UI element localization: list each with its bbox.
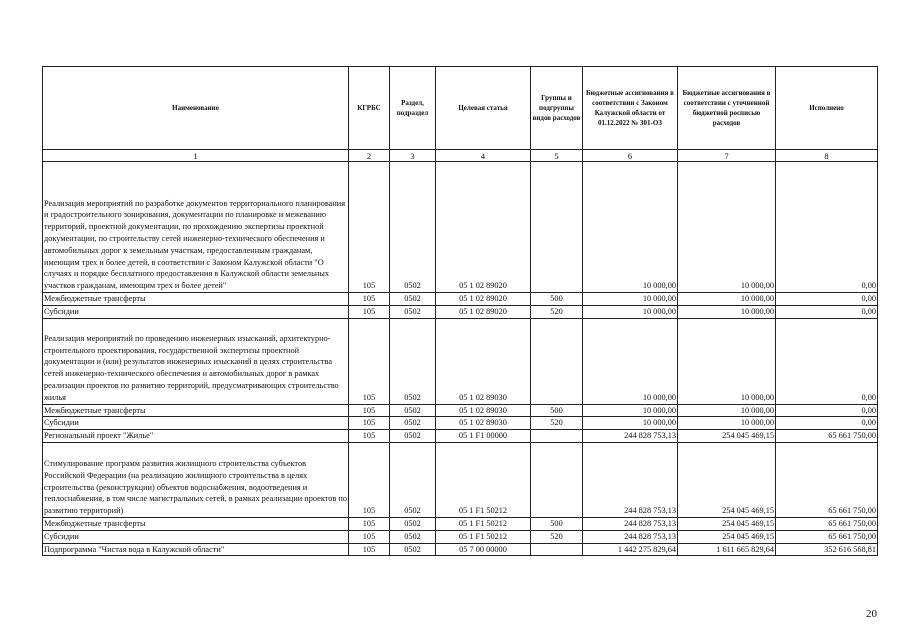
row-law-amount: 10 000,00 <box>583 162 678 293</box>
row-executed-amount: 0,00 <box>776 318 878 404</box>
table-row <box>43 530 878 543</box>
row-group <box>531 543 583 556</box>
table-row <box>43 517 878 530</box>
header-executed: Исполнено <box>776 67 878 150</box>
row-target: 05 7 00 00000 <box>436 543 531 556</box>
row-executed-amount: 65 661 750,00 <box>776 442 878 517</box>
row-target: 05 1 02 89020 <box>436 305 531 318</box>
row-target: 05 1 F1 50212 <box>436 442 531 517</box>
row-name: Субсидии <box>43 530 349 543</box>
row-kgrbs: 105 <box>349 517 390 530</box>
row-law-amount: 244 828 753,13 <box>583 430 678 443</box>
row-section: 0502 <box>390 162 436 293</box>
row-refined-amount: 10 000,00 <box>678 417 776 430</box>
row-group: 500 <box>531 517 583 530</box>
row-executed-amount: 0,00 <box>776 404 878 417</box>
row-name: Межбюджетные трансферты <box>43 404 349 417</box>
row-section: 0502 <box>390 305 436 318</box>
row-kgrbs: 105 <box>349 442 390 517</box>
row-kgrbs: 105 <box>349 305 390 318</box>
row-name: Региональный проект "Жилье" <box>43 430 349 443</box>
row-section: 0502 <box>390 293 436 306</box>
row-executed-amount: 352 616 568,81 <box>776 543 878 556</box>
row-refined-amount: 254 045 469,15 <box>678 430 776 443</box>
row-refined-amount: 254 045 469,15 <box>678 517 776 530</box>
row-law-amount: 10 000,00 <box>583 293 678 306</box>
row-group: 520 <box>531 305 583 318</box>
row-law-amount: 244 828 753,13 <box>583 517 678 530</box>
row-group <box>531 162 583 293</box>
row-name: Подпрограмма "Чистая вода в Калужской области" <box>43 543 349 556</box>
row-target: 05 1 02 89030 <box>436 318 531 404</box>
row-kgrbs: 105 <box>349 530 390 543</box>
column-number: 2 <box>349 150 390 162</box>
row-name: Субсидии <box>43 417 349 430</box>
row-executed-amount: 0,00 <box>776 305 878 318</box>
column-number: 6 <box>583 150 678 162</box>
row-refined-amount: 1 611 665 829,64 <box>678 543 776 556</box>
row-kgrbs: 105 <box>349 417 390 430</box>
row-refined-amount: 10 000,00 <box>678 162 776 293</box>
row-name: Реализация мероприятий по разработке документов территориального планирования и градостроительного зонирования, документации по планировке и межеванию территорий, проектной документации, по прохождению экспертизы проектной документации, по строительству сетей инженерно-технического обеспечения и автомобильных дорог к земельным участкам, предоставленным гражданам, имеющим трех и более детей, в соответствии с Законом Калужской области "О случаях и порядке бесплатного предоставления в Калужской области земельных участков гражданам, имеющим трех и более детей" <box>43 162 349 293</box>
row-section: 0502 <box>390 318 436 404</box>
row-executed-amount: 0,00 <box>776 417 878 430</box>
table-row <box>43 417 878 430</box>
row-law-amount: 244 828 753,13 <box>583 442 678 517</box>
row-executed-amount: 0,00 <box>776 162 878 293</box>
row-law-amount: 10 000,00 <box>583 404 678 417</box>
row-name: Стимулирование программ развития жилищного строительства субъектов Российской Федерации (на реализацию жилищного строительства в целях строительства (реконструкции) объектов водоснабжения, водоотведения и теплоснабжения, в том числе магистральных сетей, в рамках реализации проектов по развитию территорий) <box>43 442 349 517</box>
row-name: Реализация мероприятий по проведению инженерных изысканий, архитектурно-строительного проектирования, государственной экспертизы проектной документации и (или) результатов инженерных изысканий в целях строительства сетей инженерно-технического обеспечения и автомобильных дорог в рамках реализации проектов по развитию территорий, предусматривающих строительство жилья <box>43 318 349 404</box>
table-row <box>43 305 878 318</box>
column-number: 7 <box>678 150 776 162</box>
row-executed-amount: 65 661 750,00 <box>776 430 878 443</box>
row-group <box>531 318 583 404</box>
row-group: 520 <box>531 417 583 430</box>
table-row <box>43 318 878 404</box>
row-law-amount: 1 442 275 829,64 <box>583 543 678 556</box>
row-target: 05 1 F1 00000 <box>436 430 531 443</box>
row-target: 05 1 02 89030 <box>436 417 531 430</box>
row-section: 0502 <box>390 530 436 543</box>
row-law-amount: 10 000,00 <box>583 417 678 430</box>
row-kgrbs: 105 <box>349 404 390 417</box>
row-section: 0502 <box>390 543 436 556</box>
row-group <box>531 430 583 443</box>
row-refined-amount: 10 000,00 <box>678 318 776 404</box>
column-number: 5 <box>531 150 583 162</box>
header-groups: Группы и подгруппы видов расходов <box>531 67 583 150</box>
row-refined-amount: 254 045 469,15 <box>678 442 776 517</box>
row-target: 05 1 F1 50212 <box>436 530 531 543</box>
table-row <box>43 404 878 417</box>
column-number: 4 <box>436 150 531 162</box>
table-row <box>43 543 878 556</box>
row-group: 500 <box>531 404 583 417</box>
row-target: 05 1 F1 50212 <box>436 517 531 530</box>
row-target: 05 1 02 89030 <box>436 404 531 417</box>
row-refined-amount: 10 000,00 <box>678 293 776 306</box>
row-law-amount: 244 828 753,13 <box>583 530 678 543</box>
column-number: 3 <box>390 150 436 162</box>
row-law-amount: 10 000,00 <box>583 318 678 404</box>
header-kgrbs: КГРБС <box>349 67 390 150</box>
table-row <box>43 430 878 443</box>
row-section: 0502 <box>390 517 436 530</box>
row-refined-amount: 254 045 469,15 <box>678 530 776 543</box>
header-section: Раздел, подраздел <box>390 67 436 150</box>
row-name: Межбюджетные трансферты <box>43 293 349 306</box>
row-section: 0502 <box>390 430 436 443</box>
header-refined: Бюджетные ассигнования в соответствии с уточненной бюджетной росписью расходов <box>678 67 776 150</box>
row-kgrbs: 105 <box>349 318 390 404</box>
row-refined-amount: 10 000,00 <box>678 404 776 417</box>
header-target: Целевая статья <box>436 67 531 150</box>
row-section: 0502 <box>390 442 436 517</box>
row-executed-amount: 0,00 <box>776 293 878 306</box>
column-numbers-row <box>43 150 878 162</box>
row-kgrbs: 105 <box>349 162 390 293</box>
page-number: 20 <box>866 608 877 620</box>
table-body <box>43 162 878 556</box>
header-name: Наименование <box>43 67 349 150</box>
column-number: 1 <box>43 150 349 162</box>
row-executed-amount: 65 661 750,00 <box>776 517 878 530</box>
row-group: 520 <box>531 530 583 543</box>
row-kgrbs: 105 <box>349 543 390 556</box>
row-target: 05 1 02 89020 <box>436 162 531 293</box>
row-kgrbs: 105 <box>349 430 390 443</box>
column-number: 8 <box>776 150 878 162</box>
budget-table <box>42 66 878 556</box>
header-law: Бюджетные ассигнования в соответствии с Законом Калужской области от 01.12.2022 № 301-ОЗ <box>583 67 678 150</box>
header-row <box>43 67 878 150</box>
row-section: 0502 <box>390 404 436 417</box>
row-name: Субсидии <box>43 305 349 318</box>
row-name: Межбюджетные трансферты <box>43 517 349 530</box>
row-target: 05 1 02 89020 <box>436 293 531 306</box>
row-executed-amount: 65 661 750,00 <box>776 530 878 543</box>
row-law-amount: 10 000,00 <box>583 305 678 318</box>
row-kgrbs: 105 <box>349 293 390 306</box>
table-row <box>43 293 878 306</box>
row-refined-amount: 10 000,00 <box>678 305 776 318</box>
row-group: 500 <box>531 293 583 306</box>
row-section: 0502 <box>390 417 436 430</box>
table-row <box>43 162 878 293</box>
row-group <box>531 442 583 517</box>
table-row <box>43 442 878 517</box>
